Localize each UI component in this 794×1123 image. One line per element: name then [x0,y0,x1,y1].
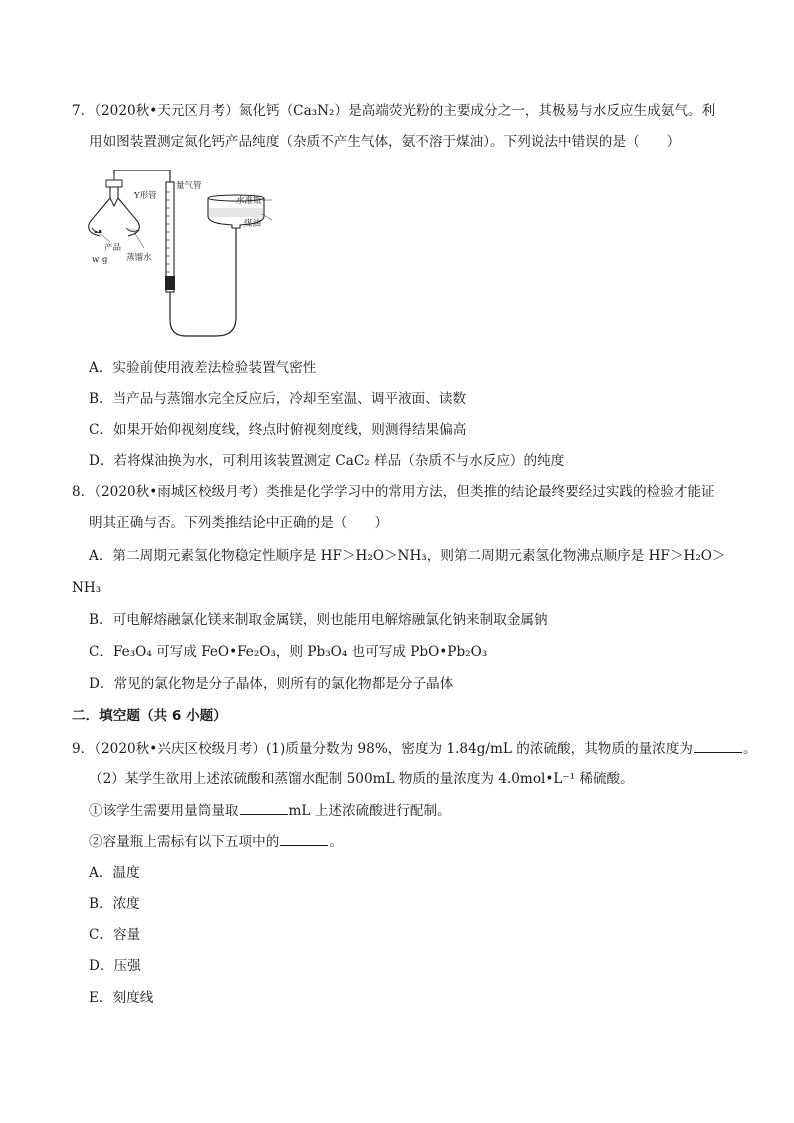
q9-option-e: E．刻度线 [89,990,154,1006]
label-level-bottle: 水准瓶 [236,196,262,206]
q9-option-d: D．压强 [89,958,141,974]
q9-sub-2-text: ②容量瓶上需标有以下五项中的 [89,834,280,850]
q7-option-c: C．如果开始仰视刻度线，终点时俯视刻度线，则测得结果偏高 [89,422,467,438]
apparatus-figure [86,170,276,342]
q9-stem-line-1 [72,738,757,759]
q7-stem-line-1: 7．（2020秋•天元区月考）氮化钙（Ca₃N₂）是高端荧光粉的主要成分之一，其极易与水反应生成氨气。利 [72,103,716,119]
q8-option-a-line-2: NH₃ [72,580,102,596]
q9-option-a: A．温度 [89,865,140,881]
q9-sub-1-end: mL 上述浓硫酸进行配制。 [288,803,451,819]
answer-blank-1[interactable] [694,738,742,753]
answer-blank-2[interactable] [240,800,288,815]
label-kerosene: 煤油 [244,219,262,229]
q8-option-a-line-1: A．第二周期元素氢化物稳定性顺序是 HF＞H₂O＞NH₃，则第二周期元素氢化物沸点顺序是 HF＞H₂O＞ [89,548,726,564]
q9-sub-1-text: ①该学生需要用量筒量取 [89,803,239,819]
rubber-tube [170,222,236,336]
label-y-tube: Y形管 [134,191,157,201]
q7-option-b: B．当产品与蒸馏水完全反应后，冷却至室温、调平液面、读数 [89,391,467,407]
answer-blank-3[interactable] [280,831,328,846]
q9-sub-2-end: 。 [329,834,343,850]
q9-stem-end: 。 [742,741,757,757]
q9-part-2: （2）某学生欲用上述浓硫酸和蒸馏水配制 500mL 物质的量浓度为 4.0mol•L⁻¹ 稀硫酸。 [89,771,634,787]
y-shaped-tube [89,187,140,236]
q8-option-c: C．Fe₃O₄ 可写成 FeO•Fe₂O₃，则 Pb₃O₄ 也可写成 PbO•Pb₂O₃ [89,644,488,660]
q8-option-b: B．可电解熔融氯化镁来制取金属镁，则也能用电解熔融氯化钠来制取金属钠 [89,612,548,628]
q9-sub-1 [89,800,451,821]
gas-measuring-tube [166,182,174,292]
stopper [106,180,122,187]
q9-sub-2 [89,831,343,852]
section-heading: 二．填空题（共 6 小题） [72,708,227,724]
label-water: 蒸馏水 [126,253,152,263]
q7-option-d: D．若将煤油换为水，可利用该装置测定 CaC₂ 样品（杂质不与水反应）的纯度 [89,453,565,469]
q8-stem-line-1: 8．（2020秋•雨城区校级月考）类推是化学学习中的常用方法，但类推的结论最终要经过实践的检验才能证 [72,484,715,500]
label-gas-tube: 量气管 [176,181,202,191]
q9-option-b: B．浓度 [89,896,140,912]
label-product: 产品 [104,243,122,253]
q7-stem-line-2: 用如图装置测定氮化钙产品纯度（杂质不产生气体，氨不溶于煤油）。下列说法中错误的是（ ） [89,134,681,150]
q8-option-d: D．常见的氯化物是分子晶体，则所有的氯化物都是分子晶体 [89,676,454,692]
q8-stem-line-2: 明其正确与否。下列类推结论中正确的是（ ） [89,515,389,531]
q9-stem-text: 9．（2020秋•兴庆区校级月考）(1)质量分数为 98%，密度为 1.84g/mL 的浓硫酸，其物质的量浓度为 [72,741,693,757]
q9-option-c: C．容量 [89,927,141,943]
q7-option-a: A．实验前使用液差法检验装置气密性 [89,360,317,376]
label-mass: w g [92,255,108,265]
